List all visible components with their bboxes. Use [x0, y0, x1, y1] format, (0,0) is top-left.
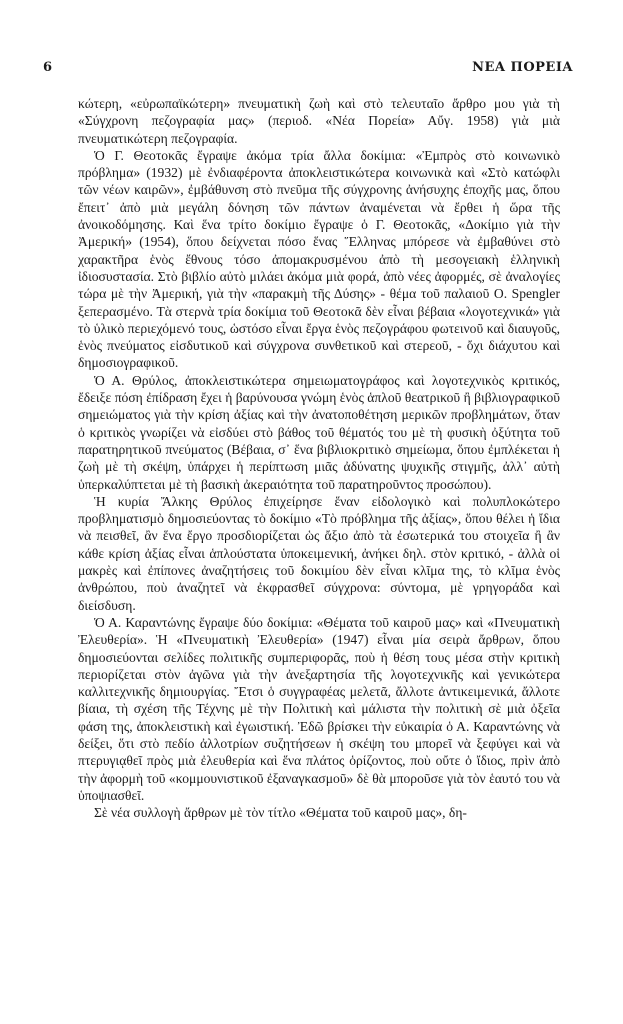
paragraph-thrylos: Ὁ Α. Θρύλος, ἀποκλειστικώτερα σημειωματογράφος καὶ λογοτεχνικὸς κριτικός, ἔδειξε πόση ἐπίδραση ἔχει ἡ βαρύνουσα γνώμη ἑνὸς ἁπλοῦ θεατρικοῦ ἢ βιβλιογραφικοῦ σημειώματος γιὰ τὴν κρίση ἀξίας καὶ τὴν ἀνατοποθέτηση μερικῶν προβλημάτων, ὅταν ὁ κριτικὸς γνωρίζει νὰ εἰσδύει στὸ βάθος τοῦ θέματός του μὲ τὴ φυσικὴ ὀξύτητα τοῦ παρατηρητικοῦ πνεύματος (Βέβαια, σ᾿ ἕνα βιβλιοκριτικὸ σημείωμα, ὅπου ἐμπλέκεται ἡ ζωὴ μὲ τὴ σκέψη, ὑπάρχει ἡ περίπτωση μιᾶς ἀδύνατης ψυχικῆς στιγμῆς, ἀλλ᾿ αὐτὴ ὑπερκαλύπτεται μὲ τὴ βασικὴ ἀκεραιότητα τοῦ παρατηροῦντος προσώπου).: [78, 372, 560, 492]
page-number: 6: [43, 60, 53, 75]
journal-title: ΝΕΑ ΠΟΡΕΙΑ: [472, 60, 573, 75]
running-header: [43, 60, 573, 75]
paragraph-alkis-thrylos: Ἡ κυρία Ἄλκης Θρύλος ἐπιχείρησε ἕναν εἰδολογικὸ καὶ πολυπλοκώτερο προβληματισμὸ δημοσιεύοντας τὸ δοκίμιο «Τὸ πρόβλημα τῆς ἀξίας», ὅπου θέλει ἡ ἴδια νὰ πεισθεῖ, ἂν ἕνα ἔργο προσδιορίζεται ὡς ἄξιο ἀπὸ τὰ ἐσωτερικά του στοιχεῖα ἢ ἂν κάθε κρίση ἀξίας εἶναι ἁπλούστατα ὑποκειμενική, ἀνήκει δηλ. στὸν κριτικό, - ἀλλὰ οἱ μακρὲς καὶ ἐπίπονες ἀναζητήσεις τοῦ δοκιμίου δὲν εἶναι κλῖμα της, τὸ κλῖμα ἑνὸς ἀνθρώπου, ποὺ ἀναζητεῖ νὰ ἐκφρασθεῖ σύγχρονα: σύντομα, μὲ γρηγοράδα καὶ διείσδυση.: [78, 493, 560, 613]
body-text: [78, 95, 560, 821]
paragraph-continuation: κώτερη, «εὐρωπαϊκώτερη» πνευματικὴ ζωὴ καὶ στὸ τελευταῖο ἄρθρο μου γιὰ τὴ «Σύγχρονη πεζογραφία μας» (περιοδ. «Νέα Πορεία» Αὔγ. 1958) γιὰ μιὰ πνευματικώτερη πεζογραφία.: [78, 96, 560, 146]
paragraph-karantonis: Ὁ Α. Καραντώνης ἔγραψε δύο δοκίμια: «Θέματα τοῦ καιροῦ μας» καὶ «Πνευματικὴ Ἐλευθερία». Ἡ «Πνευματικὴ Ἐλευθερία» (1947) εἶναι μία σειρὰ ἄρθρων, ὅπου δημοσιεύονται σελίδες πολιτικῆς συμπεριφορᾶς, ποὺ ἡ θέση τους μέσα στὴν κριτικὴ περιορίζεται στὸν ἀγῶνα γιὰ τὴν ἀνεξαρτησία τῆς λογοτεχνικῆς καὶ γενικώτερα καλλιτεχνικῆς δημιουργίας. Ἔτσι ὁ συγγραφέας μελετᾶ, ἄλλοτε ἀντικειμενικά, ἄλλοτε βίαια, τὴ σχέση τῆς Τέχνης μὲ τὴν Πολιτικὴ καὶ μάλιστα τὴν πολιτικὴ σὲ μιὰ ὀξεῖα φάση της, ἀποκλειστικὴ καὶ ἐγωιστική. Ἐδῶ βρίσκει τὴν εὐκαιρία ὁ Α. Καραντώνης νὰ δείξει, ὅτι στὸ πεδίο ἀλλοτρίων συζητήσεων ἡ σκέψη του μπορεῖ νὰ ξεφύγει καὶ νὰ πτερυγιᾳθεῖ πρὸς μιὰ ἐλευθερία καὶ ἕνα πλάτος ὁρίζοντος, ποὺ οὔτε ὁ ἴδιος, πρὶν ἀπὸ τὴν ἀφορμὴ τοῦ «κομμουνιστικοῦ ἐξαναγκασμοῦ» δὲ θὰ μποροῦσε γιὰ τὸν ἑαυτό του νὰ ὑποψιασθεῖ.: [78, 614, 560, 803]
paragraph-new-collection: Σὲ νέα συλλογὴ ἄρθρων μὲ τὸν τίτλο «Θέματα τοῦ καιροῦ μας», δη-: [94, 805, 467, 821]
paragraph-theotokas: Ὁ Γ. Θεοτοκᾶς ἔγραψε ἀκόμα τρία ἄλλα δοκίμια: «Ἐμπρὸς στὸ κοινωνικὸ πρόβλημα» (1932) μὲ ἐνδιαφέροντα ἀποκλειστικώτερα κοινωνικὰ καὶ «Στὸ κατώφλι τῶν νέων καιρῶν», ἐμβάθυνση στὸ πνεῦμα τῆς σύγχρονης ἀνήσυχης ἐποχῆς μας, ὅπου ἔπειτ᾿ ἀπὸ μιὰ μεγάλη δόνηση τῶν πάντων ἀναμένεται νὰ ἔρθει ἡ ὥρα τῆς ἀνοικοδόμησης. Καὶ ἕνα τρίτο δοκίμιο ἔγραψε ὁ Γ. Θεοτοκᾶς, «Δοκίμιο γιὰ τὴν Ἀμερική» (1954), ὅπου δείχνεται πόσο ἕνας Ἕλληνας μπόρεσε νὰ ἐμβαθύνει στὸ χαρακτῆρα ἑνὸς ἔθνους τόσο ἀπομακρυσμένου ἀπὸ τὴ μεσογειακὴ ἑλληνικὴ ἰδιοσυστασία. Στὸ βιβλίο αὐτὸ μιλάει ἀκόμα μιὰ φορά, ἀπὸ νέες ἀφορμές, σὲ ἀναλογίες τώρα μὲ τὴν Ἀμερική, γιὰ τὴν «παρακμὴ τῆς Δύσης» - θέμα τοῦ παλαιοῦ Ο. Spengler ξεπερασμένο. Τὰ στερνὰ τρία δοκίμια τοῦ Θεοτοκᾶ δὲν εἶναι βέβαια «λογοτεχνικά» γιὰ τὸ ὑλικὸ περιεχόμενό τους, ὡστόσο εἶναι ἔργα ἑνὸς πεζογράφου φωτεινοῦ καὶ διαυγοῦς, ἑνὸς πνεύματος εἰσδυτικοῦ καὶ σύγχρονα συνθετικοῦ καὶ στερεοῦ, - ὄχι διάχυτου καὶ δημοσιογραφικοῦ.: [78, 147, 560, 371]
